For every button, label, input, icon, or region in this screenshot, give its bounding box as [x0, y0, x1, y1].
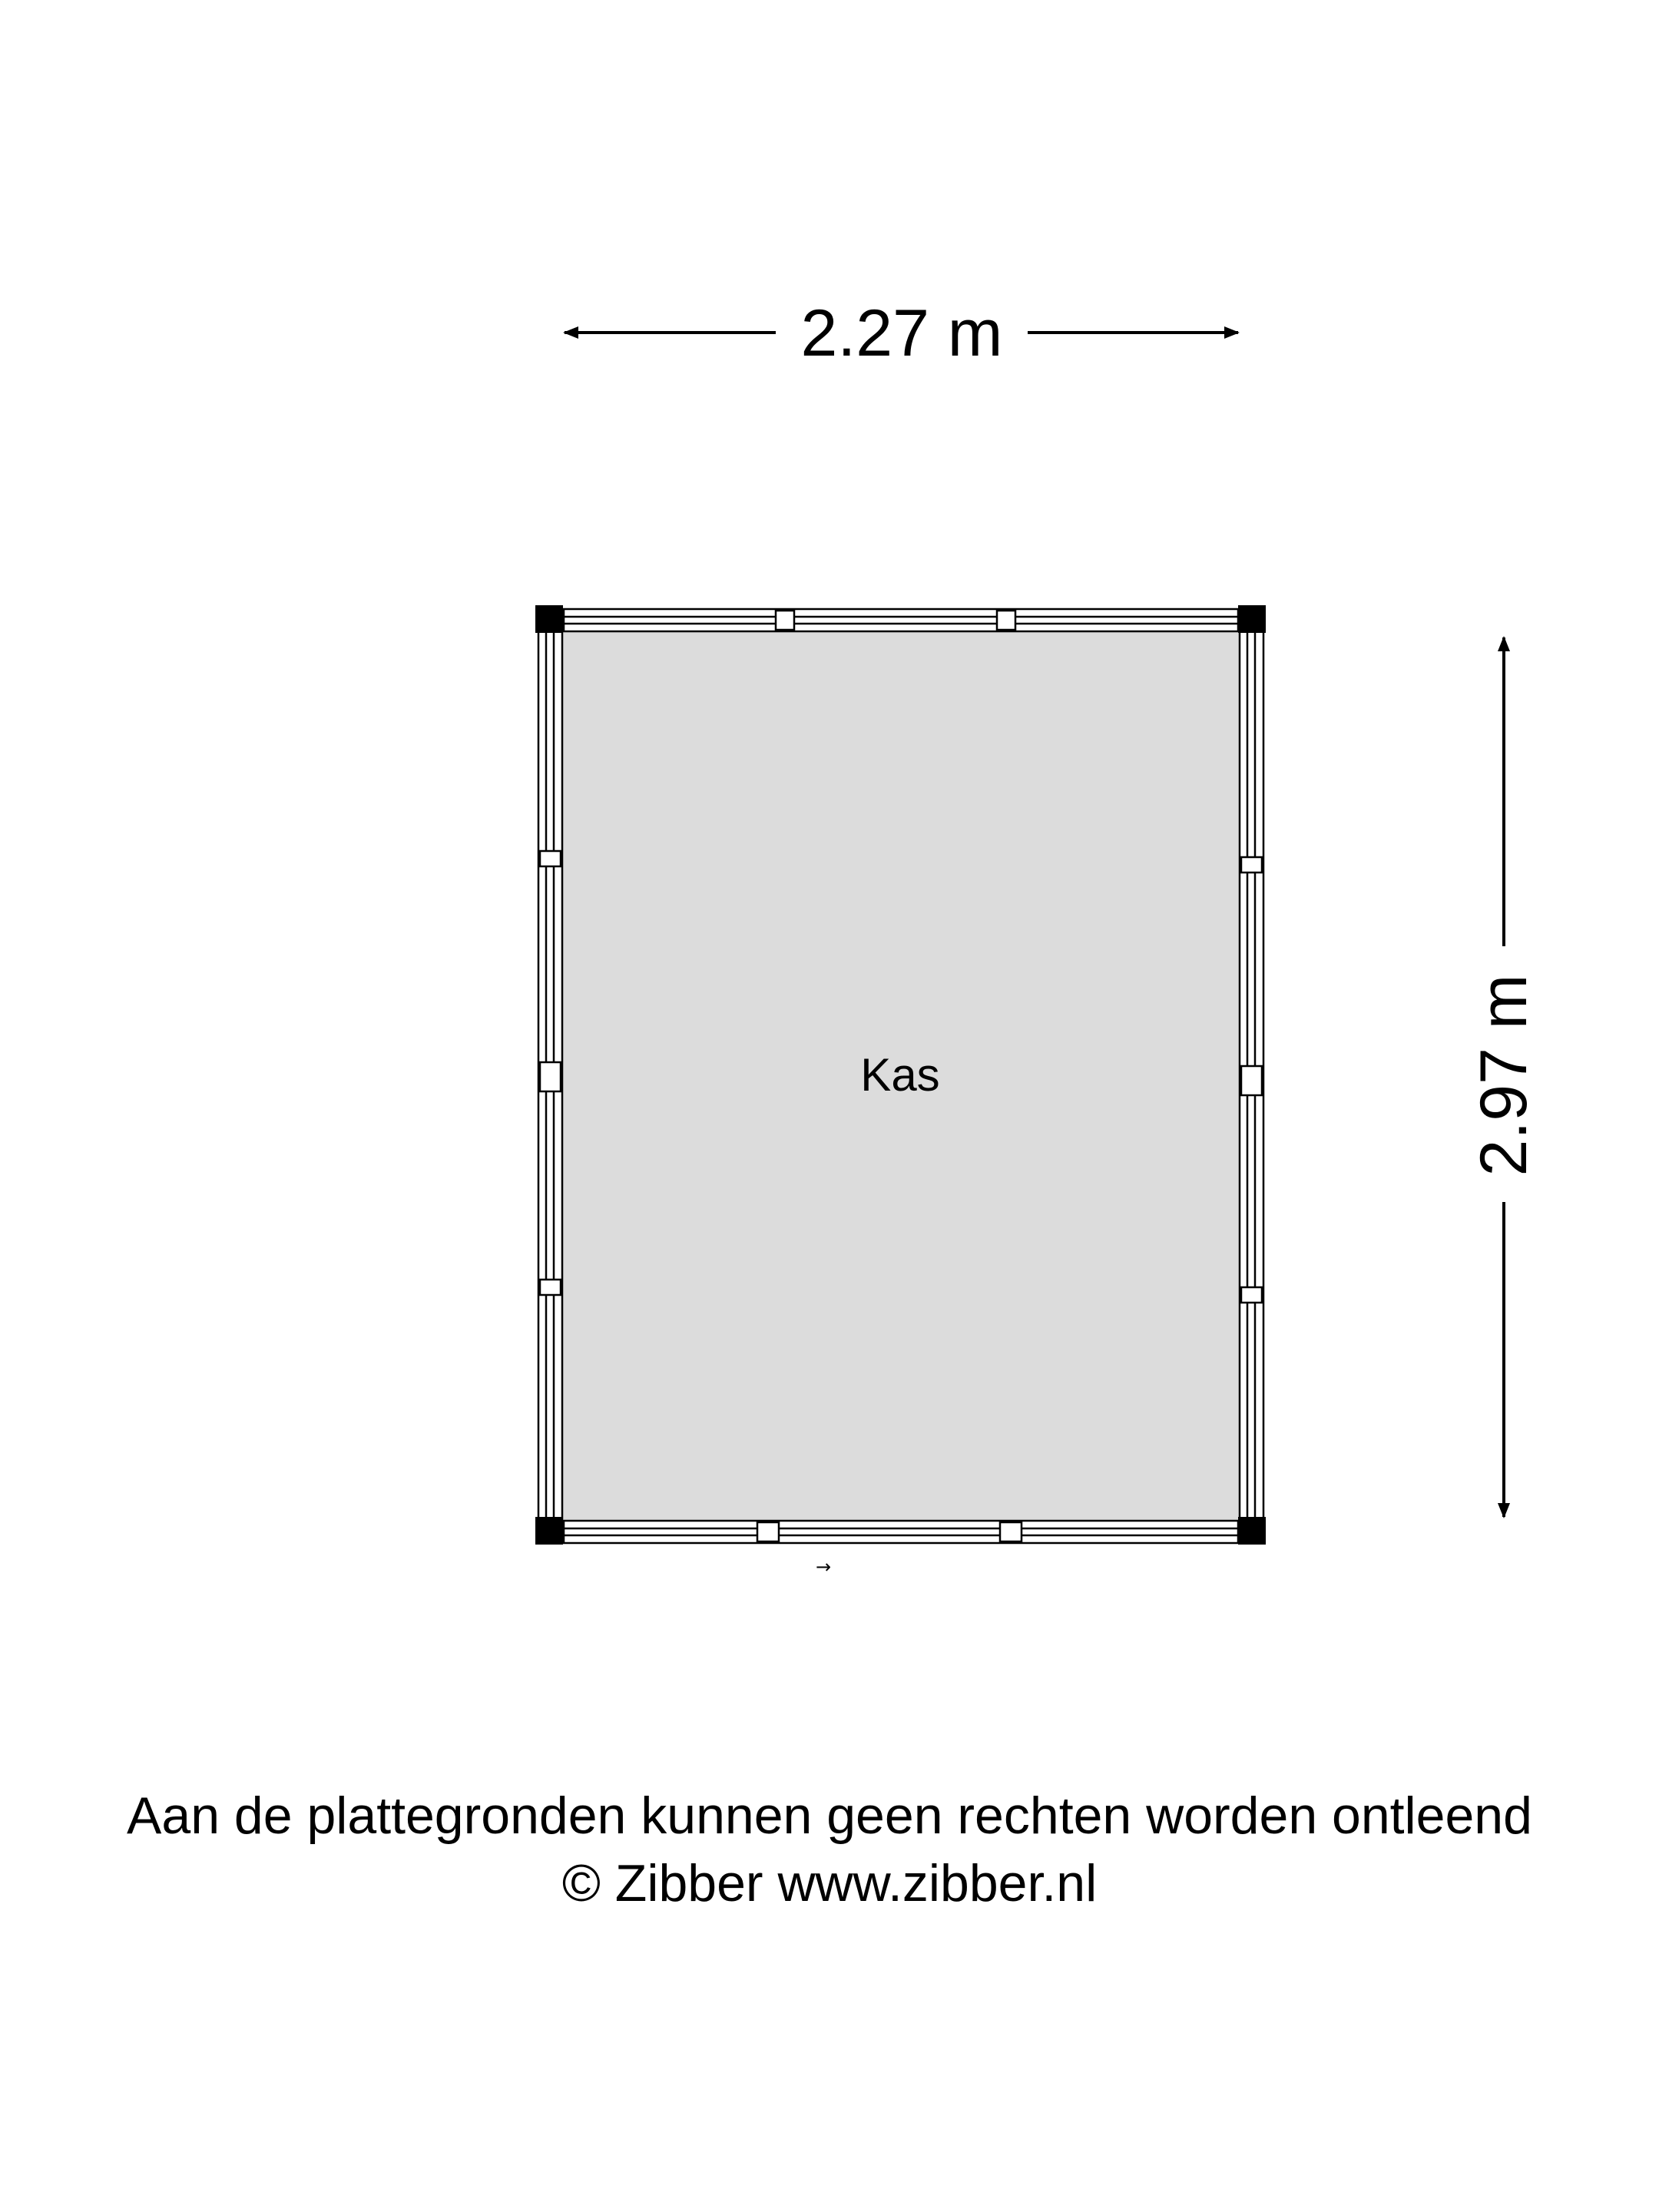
depth-dimension: [1467, 637, 1541, 1517]
door-arrow-icon: →: [815, 1556, 832, 1578]
width-dimension: [565, 296, 1238, 370]
bottom-wall: [564, 1521, 1238, 1543]
top-wall-mullion: [997, 611, 1015, 630]
top-wall-mullion: [776, 611, 794, 630]
right-wall-mullion: [1241, 1066, 1262, 1095]
copyright-text: © Zibber www.zibber.nl: [561, 1854, 1098, 1912]
room-label: Kas: [860, 1049, 940, 1101]
depth-dimension-label: 2.97 m: [1467, 974, 1541, 1177]
right-wall-mullion: [1241, 1287, 1262, 1303]
corner-post-bottom-left: [535, 1517, 563, 1545]
top-wall: [564, 609, 1238, 631]
disclaimer-text: Aan de plattegronden kunnen geen rechten worden ontleend: [127, 1786, 1532, 1845]
left-wall-mullion: [540, 1280, 561, 1295]
corner-post-top-right: [1238, 605, 1266, 633]
bottom-wall-mullion: [757, 1522, 779, 1541]
corner-post-top-left: [535, 605, 563, 633]
width-dimension-label: 2.27 m: [800, 296, 1003, 370]
left-wall-mullion: [540, 1062, 561, 1091]
left-wall-mullion: [540, 851, 561, 866]
bottom-wall-mullion: [1000, 1522, 1022, 1541]
left-wall: [538, 631, 562, 1521]
corner-post-bottom-right: [1238, 1517, 1266, 1545]
right-wall: [1240, 631, 1263, 1521]
right-wall-mullion: [1241, 857, 1262, 873]
